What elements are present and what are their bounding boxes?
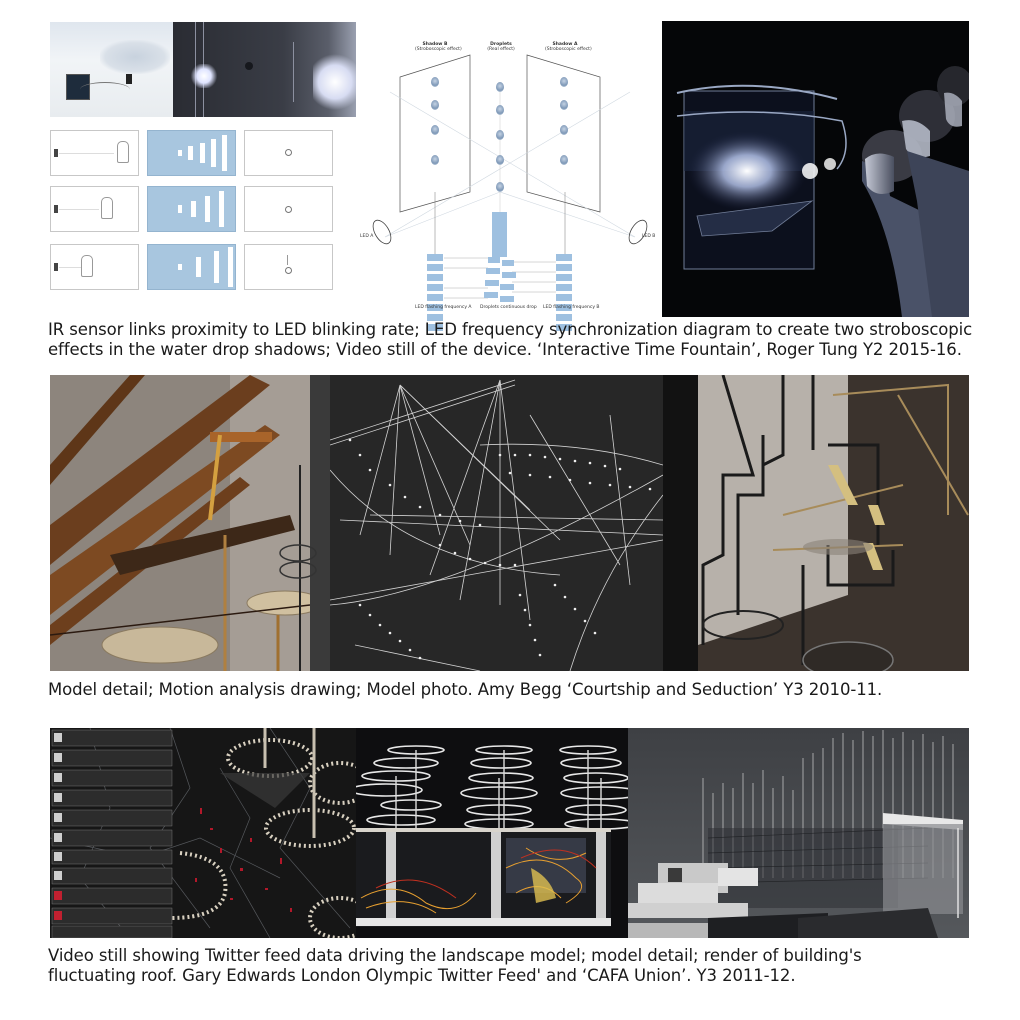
droplet-shadow-a bbox=[560, 125, 568, 135]
wire bbox=[80, 82, 130, 97]
sensor-icon bbox=[54, 205, 58, 213]
droplet-panel bbox=[244, 186, 333, 232]
row-1-caption bbox=[48, 320, 988, 360]
freq-b-label: LED flashing frequency B bbox=[543, 305, 600, 310]
ir-sensor bbox=[126, 74, 132, 84]
hand-distance-panel bbox=[50, 186, 139, 232]
caption-line: fluctuating roof. Gary Edwards London Olympic Twitter Feed' and ‘CAFA Union’. Y3 2011-12. bbox=[48, 966, 796, 985]
droplet-shadow-b bbox=[431, 100, 439, 110]
droplet-real bbox=[496, 105, 504, 115]
led-a-label: LED A bbox=[360, 234, 374, 239]
droplet-shadow-a bbox=[560, 77, 568, 87]
hand-icon bbox=[117, 141, 129, 163]
led-frequency-panel bbox=[147, 186, 236, 232]
row-2-caption bbox=[48, 680, 988, 700]
model-box-illustration bbox=[356, 728, 628, 938]
led-glow bbox=[191, 64, 217, 88]
droplet-icon bbox=[285, 149, 292, 156]
caption-line: Video still showing Twitter feed data driving the landscape model; model detail; render of building's bbox=[48, 946, 862, 965]
shadow-a-label: Shadow A (Stroboscopic effect) bbox=[545, 42, 592, 52]
caption-line: effects in the water drop shadows; Video still of the device. ‘Interactive Time Fountain’, Roger Tung Y2 2015-16. bbox=[48, 340, 962, 359]
motion-analysis-drawing bbox=[330, 375, 663, 671]
droplet-panel bbox=[244, 244, 333, 290]
droplet-real bbox=[496, 130, 504, 140]
freq-a-label: LED flashing frequency A bbox=[415, 305, 472, 310]
diagram-linework bbox=[360, 22, 660, 312]
hand-icon bbox=[81, 255, 93, 277]
device-video-still bbox=[662, 21, 969, 317]
model-detail-photo bbox=[50, 375, 330, 671]
droplet-shadow-b bbox=[431, 77, 439, 87]
wire-model-illustration bbox=[663, 375, 969, 671]
droplet-icon bbox=[285, 267, 292, 274]
rod bbox=[293, 42, 294, 102]
led-glow bbox=[313, 52, 356, 112]
building-render-illustration bbox=[628, 728, 969, 938]
led-frequency-panel bbox=[147, 130, 236, 176]
building-roof-render bbox=[628, 728, 969, 938]
hand-icon bbox=[101, 197, 113, 219]
shadow-b-label: Shadow B (Stroboscopic effect) bbox=[415, 42, 462, 52]
droplet-shadow-a bbox=[560, 155, 568, 165]
landscape-model-detail bbox=[356, 728, 628, 938]
model-detail-illustration bbox=[50, 375, 330, 671]
droplets-label: Droplets (Real effect) bbox=[487, 42, 515, 52]
led-device-photo bbox=[173, 22, 356, 117]
device-illustration bbox=[662, 21, 969, 317]
hand-distance-panel bbox=[50, 130, 139, 176]
hand-shape bbox=[100, 40, 170, 74]
water-drop bbox=[245, 62, 253, 70]
droplet-shadow-b bbox=[431, 155, 439, 165]
sensor-icon bbox=[54, 263, 58, 271]
droplet-shadow-a bbox=[560, 100, 568, 110]
drops-fall-label: Droplets continuous drop bbox=[480, 305, 537, 310]
led-frequency-panel bbox=[147, 244, 236, 290]
led-b-label: LED B bbox=[642, 234, 656, 239]
model-photo bbox=[663, 375, 969, 671]
twitter-feed-video-still bbox=[50, 728, 356, 938]
hand-distance-panel bbox=[50, 244, 139, 290]
caption-line: IR sensor links proximity to LED blinking rate; LED frequency synchronization diagram to create two stroboscopic bbox=[48, 320, 973, 339]
led-synchronization-diagram bbox=[360, 22, 660, 312]
twitter-feed-illustration bbox=[50, 728, 356, 938]
proximity-frequency-diagrams bbox=[50, 128, 360, 298]
droplet-panel bbox=[244, 130, 333, 176]
droplet-real bbox=[496, 155, 504, 165]
sensor-icon bbox=[54, 149, 58, 157]
droplet-shadow-b bbox=[431, 125, 439, 135]
motion-analysis-illustration bbox=[330, 375, 663, 671]
row-3-caption bbox=[48, 946, 988, 986]
droplet-real bbox=[496, 82, 504, 92]
droplet-real bbox=[496, 182, 504, 192]
caption-line: Model detail; Motion analysis drawing; Model photo. Amy Begg ‘Courtship and Seduction’ Y3 2010-11. bbox=[48, 680, 883, 699]
ir-sensor-photo bbox=[50, 22, 173, 117]
droplet-icon bbox=[285, 206, 292, 213]
